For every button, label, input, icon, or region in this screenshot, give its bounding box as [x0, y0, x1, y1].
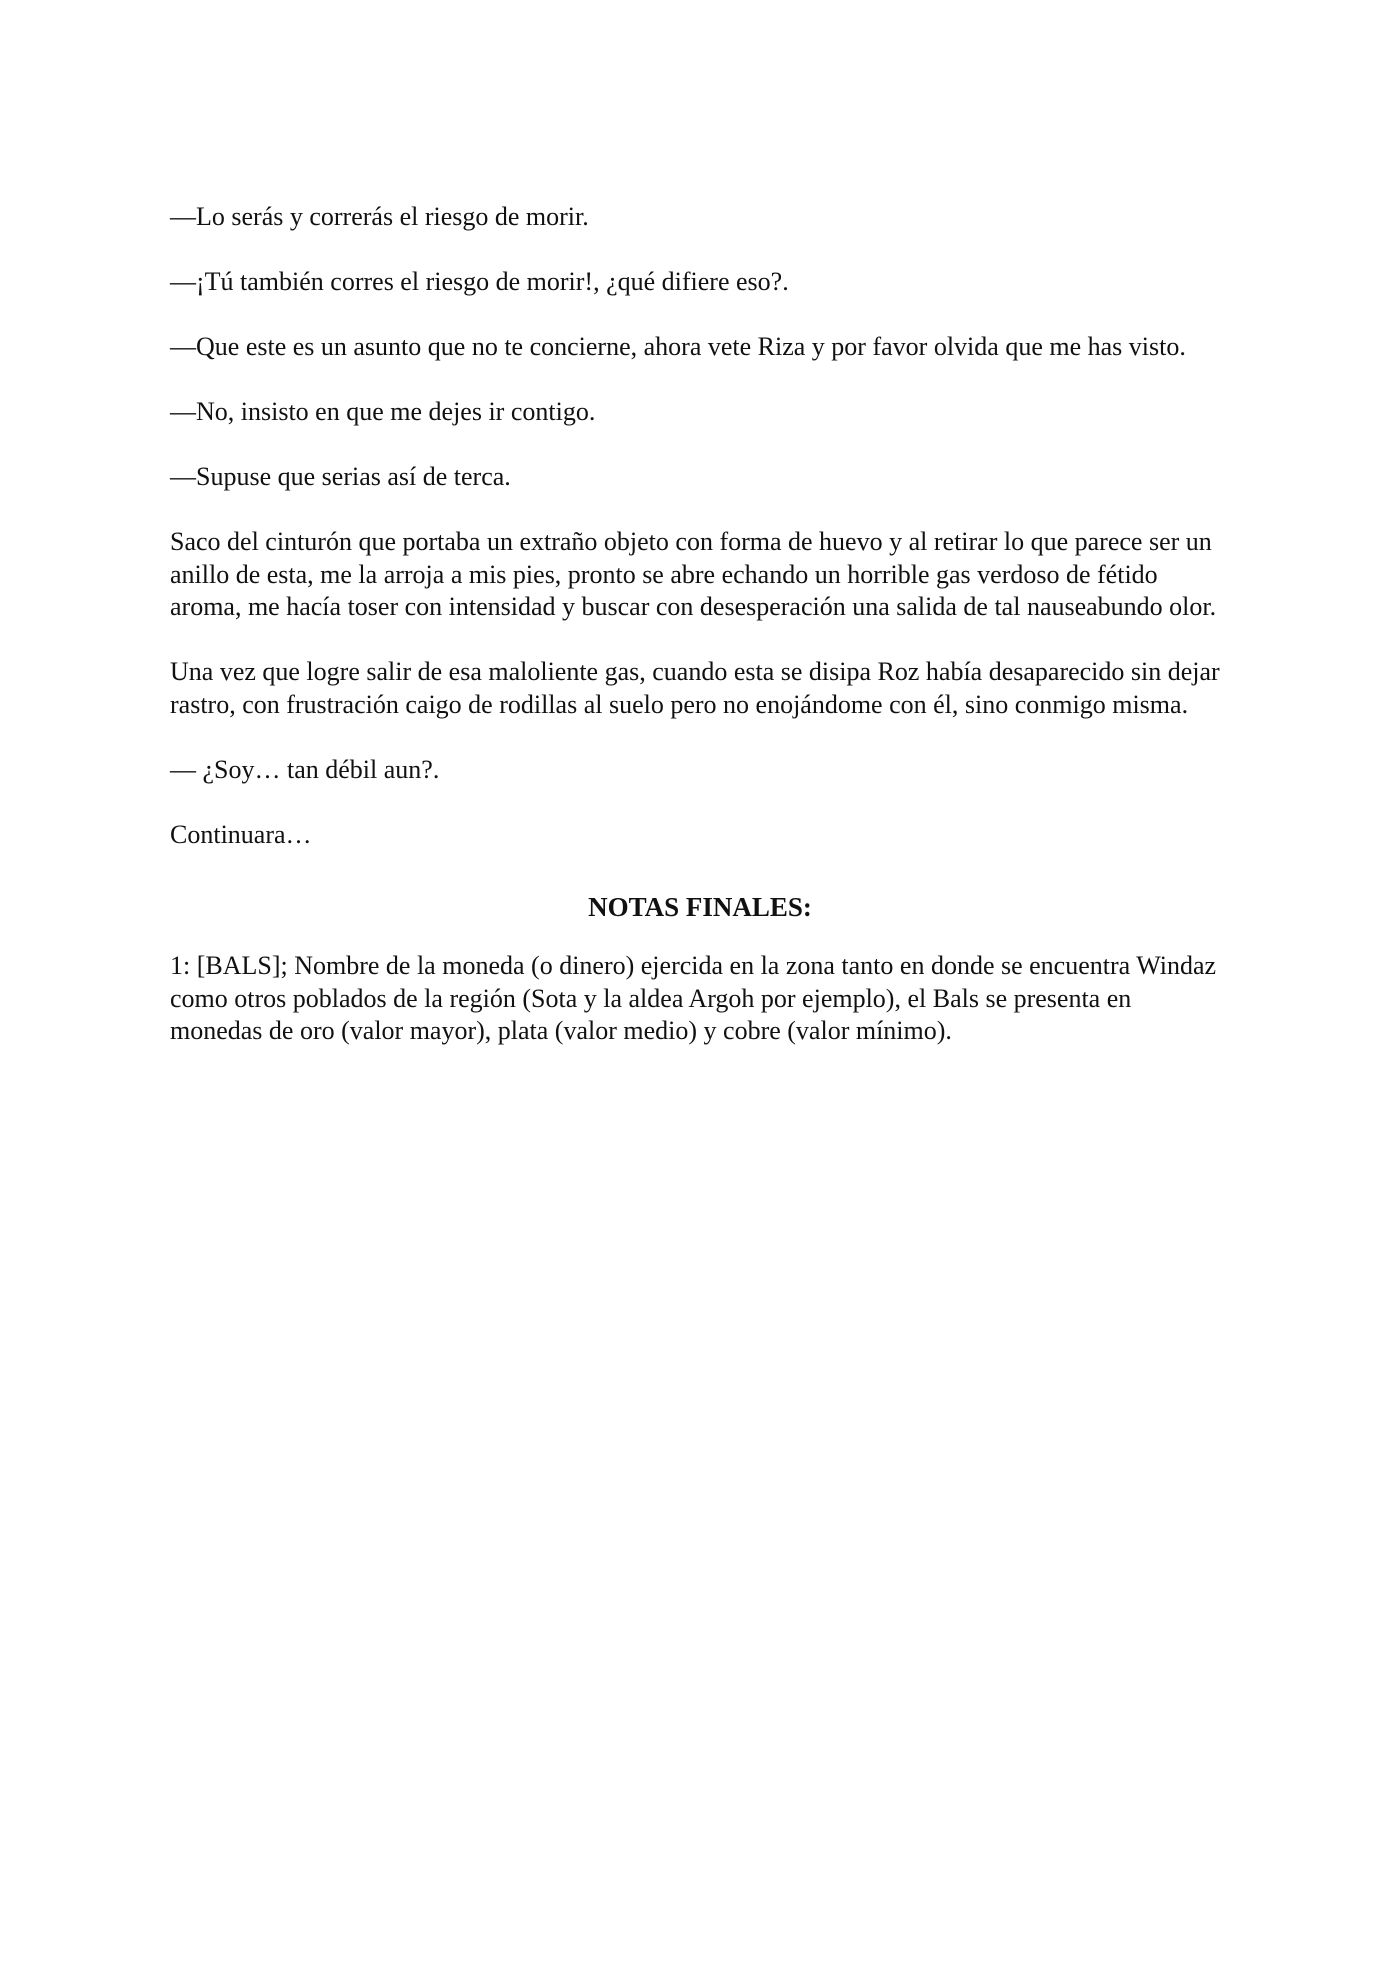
dialogue-line: —Que este es un asunto que no te concierne, ahora vete Riza y por favor olvida que me has visto.	[170, 332, 1186, 361]
page-body	[170, 201, 1230, 1080]
footnote-item: 1: [BALS]; Nombre de la moneda (o dinero) ejercida en la zona tanto en donde se encuentra Windaz como otros poblados de la región (Sota y la aldea Argoh por ejemplo), el Bals se presenta en monedas de oro (valor mayor), plata (valor medio) y cobre (valor mínimo).	[170, 951, 1217, 1045]
closing-line: Continuara…	[170, 819, 312, 849]
notes-heading: NOTAS FINALES:	[588, 892, 812, 922]
dialogue-line: —Lo serás y correrás el riesgo de morir.	[170, 202, 589, 231]
dialogue-line: —Supuse que serias así de terca.	[170, 462, 511, 491]
dialogue-line: —¡Tú también corres el riesgo de morir!, ¿qué difiere eso?.	[170, 267, 789, 296]
narrative-paragraph: Saco del cinturón que portaba un extraño objeto con forma de huevo y al retirar lo que parece ser un anillo de esta, me la arroja a mis pies, pronto se abre echando un horrible gas verdoso de fétido aroma, me hacía toser con intensidad y buscar con desesperación una salida de tal nauseabundo olor.	[170, 527, 1217, 621]
dialogue-line: —No, insisto en que me dejes ir contigo.	[170, 397, 596, 426]
dialogue-line: — ¿Soy… tan débil aun?.	[170, 754, 440, 784]
narrative-paragraph: Una vez que logre salir de esa maloliente gas, cuando esta se disipa Roz había desaparecido sin dejar rastro, con frustración caigo de rodillas al suelo pero no enojándome con él, sino conmigo misma.	[170, 657, 1220, 719]
